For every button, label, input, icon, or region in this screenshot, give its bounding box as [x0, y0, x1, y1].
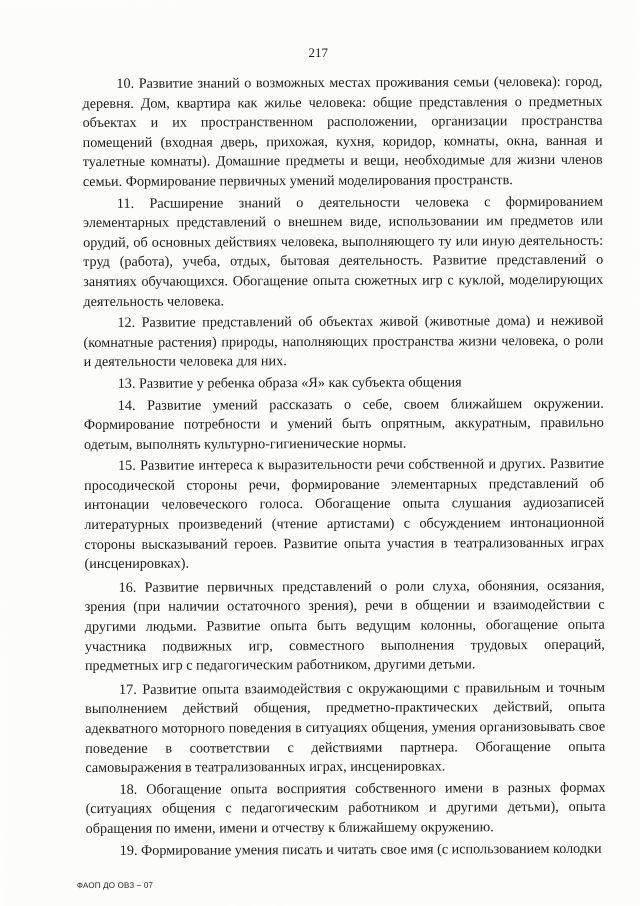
paragraph-14: 14. Развитие умений рассказать о себе, своем ближайшем окружении. Формирование потребности и умений быть опрятным, аккуратным, правильно одетым, выполнять культурно-гигиенические нормы.	[83, 395, 604, 453]
paragraph-10: 10. Развитие знаний о возможных местах проживания семьи (человека): город, деревня. Дом, квартира как жилье человека: общие представления о предметных объектах и их пространственном расположении, организации пространства помещений (входная дверь, прихожая, кухня, коридор, комнаты, окна, ванная и туалетные комнаты). Домашние предметы и вещи, необходимые для жизни членов семьи. Формирование первичных умений моделирования пространств.	[82, 73, 603, 191]
paragraph-16: 16. Развитие первичных представлений о роли слуха, обоняния, осязания, зрения (при наличии остаточного зрения), речи в общении и взаимодействии с другими людьми. Развитие опыта быть ведущим колонны, обогащение опыта участника подвижных игр, совместного выполнения трудовых операций, предметных игр с педагогическим работником, другими детьми.	[84, 577, 605, 675]
paragraph-11: 11. Расширение знаний о деятельности человека с формированием элементарных представлений о внешнем виде, использовании им предметов или орудий, об основных действиях человека, выполняющего ту или иную деятельность: труд (работа), учеба, отдых, бытовая деятельность. Развитие представлений о занятиях обучающихся. Обогащение опыта сюжетных игр с куклой, моделирующих деятельность человека.	[82, 193, 604, 310]
page-number: 217	[308, 44, 329, 61]
paragraph-19: 19. Формирование умения писать и читать свое имя (с использованием колодки	[119, 840, 602, 859]
paragraph-17: 17. Развитие опыта взаимодействия с окружающими с правильным и точным выполнением действий общения, предметно-практических действий, опыта адекватного моторного поведения в ситуациях общения, умения организовывать свое поведение в соответствии с действиями партнера. Обогащение опыта самовыражения в театрализованных играх, инсценировках.	[85, 679, 606, 777]
paragraph-12: 12. Развитие представлений об объектах живой (животные дома) и неживой (комнатные растения) природы, наполняющих пространства жизни человека, о роли и деятельности человека для них.	[83, 312, 604, 371]
document-footer-code: ФАОП ДО ОВЗ – 07	[76, 880, 154, 891]
paragraph-13: 13. Развитие у ребенка образа «Я» как субъекта общения	[117, 374, 462, 392]
page-body	[82, 73, 605, 863]
paragraph-18: 18. Обогащение опыта восприятия собственного имени в разных формах (ситуациях общения с педагогическим работником и другими детьми), опыта обращения по имени, имени и отчеству к ближайшему окружению.	[85, 779, 606, 837]
paragraph-15: 15. Развитие интереса к выразительности речи собственной и других. Развитие просодической стороны речи, формирование элементарных представлений об интонации человеческого голоса. Обогащение опыта слушания аудиозаписей литературных произведений (чтение артистами) с обсуждением интонационной стороны высказываний героев. Развитие опыта участия в театрализованных играх (инсценировках).	[84, 456, 605, 573]
